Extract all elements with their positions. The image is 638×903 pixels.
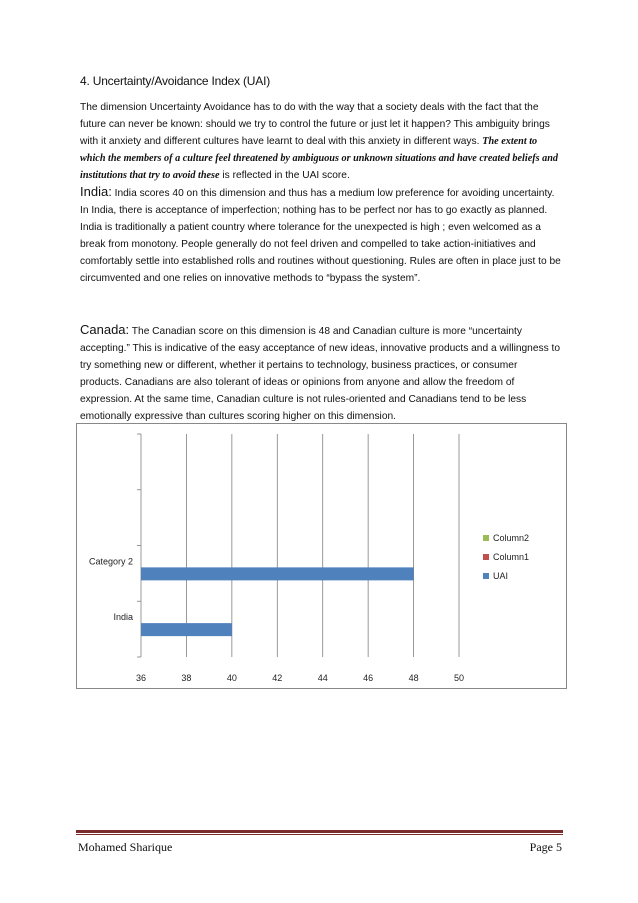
canada-text: The Canadian score on this dimension is 48 and Canadian culture is more “uncertainty accepting.” This is indicative of the easy acceptance of new ideas, innovative products and a willingness to try something new or different, whether it pertains to technology, business practices, or consumer products. Canadians are also tolerant of ideas or opinions from anyone and allow the freedom of expression. At the same time, Canadian culture is not rules-oriented and Canadians tend to be less emotionally expressive than cultures scoring higher on this dimension. <box>80 326 561 422</box>
footer-author: Mohamed Sharique <box>78 840 173 854</box>
bar-india <box>141 623 232 636</box>
footer-rule-thick <box>76 830 563 833</box>
category-label: Category 2 <box>88 556 133 567</box>
legend-swatch-column2 <box>483 535 489 541</box>
bar-category-2 <box>141 567 414 580</box>
x-tick-label: 36 <box>135 673 147 683</box>
india-label: India: <box>80 184 112 199</box>
x-tick-label: 38 <box>181 673 192 683</box>
legend-swatch-column1 <box>483 554 489 560</box>
x-tick-label: 44 <box>317 673 328 683</box>
x-tick-label: 42 <box>272 673 283 683</box>
x-tick-label: 48 <box>408 673 419 683</box>
uai-bar-chart <box>76 423 567 689</box>
canada-paragraph <box>80 321 562 425</box>
footer-page-number: Page 5 <box>529 840 562 854</box>
canada-label: Canada: <box>80 322 130 337</box>
intro-paragraph <box>80 99 562 184</box>
footer-rule-thin <box>76 834 563 835</box>
category-label: India <box>113 612 133 623</box>
intro-emphasis: The extent to which the members of a culture feel threatened by ambiguous or unknown situations and have created beliefs and institutions that try to avoid these <box>80 136 558 181</box>
intro-tail: is reflected in the UAI score. <box>219 170 350 181</box>
legend-label-column2: Column2 <box>493 533 530 543</box>
x-tick-label: 40 <box>226 673 237 683</box>
intro-plain: The dimension Uncertainty Avoidance has to do with the way that a society deals with the fact that the future can never be known: should we try to control the future or just let it happen? This ambiguity brings with it anxiety and different cultures have learnt to deal with this anxiety in different ways. <box>80 102 550 147</box>
chart-canvas <box>77 424 566 688</box>
legend-swatch-uai <box>483 573 489 579</box>
india-paragraph <box>80 183 562 287</box>
india-text: India scores 40 on this dimension and thus has a medium low preference for avoiding uncertainty. In India, there is acceptance of imperfection; nothing has to be perfect nor has to go exactly as planned. India is traditionally a patient country where tolerance for the unexpected is high ; even welcomed as a break from monotony. People generally do not feel driven and compelled to take action-initiatives and comfortably settle into established rolls and routines without questioning. Rules are often in place just to be circumvented and one relies on innovative methods to “bypass the system”. <box>80 188 561 284</box>
legend-label-uai: UAI <box>493 571 509 581</box>
section-heading: 4. Uncertainty/Avoidance Index (UAI) <box>80 74 271 88</box>
x-tick-label: 50 <box>453 673 465 683</box>
x-tick-label: 46 <box>363 673 374 683</box>
legend-label-column1: Column1 <box>493 552 530 562</box>
